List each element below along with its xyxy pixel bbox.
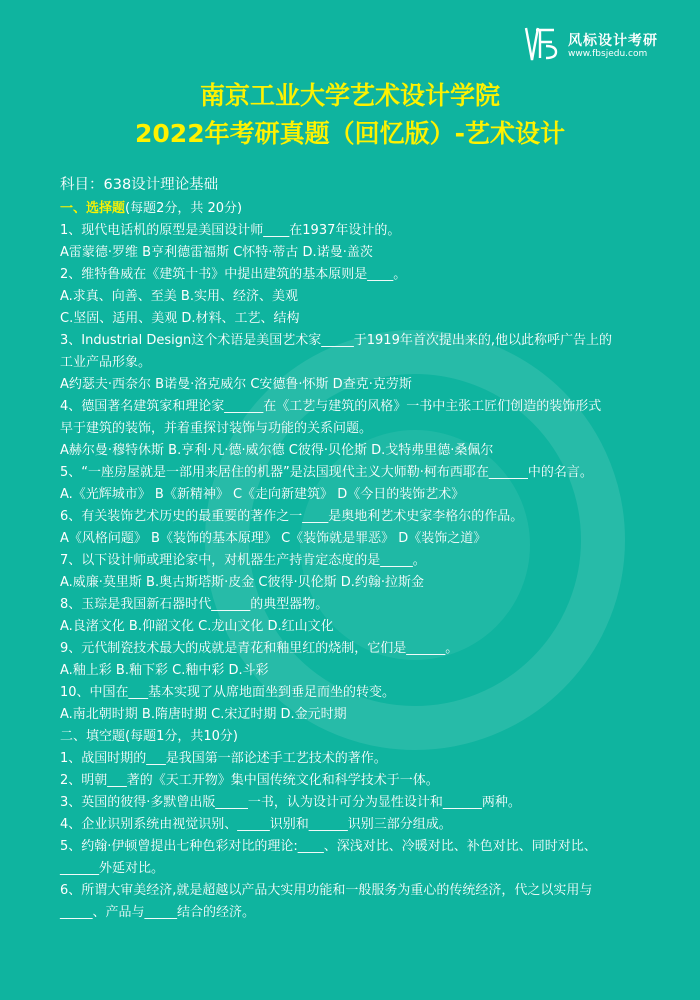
- question-line: 5、“一座房屋就是一部用来居住的机器”是法国现代主义大师勒·柯布西耶在______中的名言。: [60, 465, 593, 480]
- section1-heading-scoring: (每题2分，共 20分): [125, 201, 243, 216]
- page-title-line2: 2022年考研真题（回忆版）-艺术设计: [135, 119, 565, 148]
- fill-question-line: 6、所谓大审美经济,就是超越以产品大实用功能和一般服务为重心的传统经济，代之以实用与: [60, 883, 593, 898]
- question-line: 1、现代电话机的原型是美国设计师____在1937年设计的。: [60, 223, 401, 238]
- fill-question-line: 3、英国的彼得·多默曾出版_____一书，认为设计可分为显性设计和______两种。: [60, 795, 521, 810]
- fill-question-line: 1、战国时期的___是我国第一部论述手工艺技术的著作。: [60, 751, 387, 766]
- subject-line: 科目：638设计理论基础: [60, 177, 219, 193]
- fill-question-line: ______外延对比。: [60, 861, 165, 876]
- question-line: 早于建筑的装饰，并着重探讨装饰与功能的关系问题。: [60, 421, 373, 436]
- fill-question-line: 5、约翰·伊顿曾提出七种色彩对比的理论:____、深浅对比、冷暖对比、补色对比、同时对比、: [60, 839, 597, 854]
- section1-body: [60, 220, 680, 726]
- option-line: A.釉上彩 B.釉下彩 C.釉中彩 D.斗彩: [60, 663, 269, 678]
- option-line: A.威廉·莫里斯 B.奥古斯塔斯·皮金 C彼得·贝伦斯 D.约翰·拉斯金: [60, 575, 424, 590]
- option-line: A.求真、向善、至美 B.实用、经济、美观: [60, 289, 298, 304]
- question-line: 8、玉琮是我国新石器时代______的典型器物。: [60, 597, 329, 612]
- question-line: 9、元代制瓷技术最大的成就是青花和釉里红的烧制，它们是______。: [60, 641, 459, 656]
- question-line: 工业产品形象。: [60, 355, 152, 370]
- option-line: A.良渚文化 B.仰韶文化 C.龙山文化 D.红山文化: [60, 619, 334, 634]
- option-line: A.南北朝时期 B.隋唐时期 C.宋辽时期 D.金元时期: [60, 707, 347, 722]
- option-line: A《风格问题》 B《装饰的基本原理》 C《装饰就是罪恶》 D《装饰之道》: [60, 531, 487, 546]
- question-line: 3、Industrial Design这个术语是美国艺术家_____于1919年首次提出来的,他以此称呼广告上的: [60, 333, 612, 348]
- question-line: 7、以下设计师或理论家中，对机器生产持肯定态度的是_____。: [60, 553, 426, 568]
- question-line: 6、有关装饰艺术历史的最重要的著作之一____是奥地利艺术史家李格尔的作品。: [60, 509, 524, 524]
- logo-icon: [522, 24, 562, 64]
- option-line: A.《光辉城市》 B《新精神》 C《走向新建筑》 D《今日的装饰艺术》: [60, 487, 465, 502]
- option-line: A约瑟夫·西奈尔 B诺曼·洛克威尔 C安德鲁·怀斯 D查克·克劳斯: [60, 377, 412, 392]
- logo-url-text: www.fbsjedu.com: [568, 49, 648, 59]
- option-line: A雷蒙德·罗维 B亨利德雷福斯 C怀特·蒂古 D.诺曼·盖茨: [60, 245, 373, 260]
- brand-logo: [522, 22, 692, 66]
- section1-heading-highlight: 一、选择题: [60, 201, 126, 216]
- exam-content: [60, 172, 680, 924]
- section1-heading: [60, 198, 680, 220]
- section2-body: [60, 726, 680, 924]
- section2-heading: 二、填空题(每题1分，共10分): [60, 729, 238, 744]
- logo-brand-text: 风标设计考研: [568, 33, 658, 49]
- option-line: C.坚固、适用、美观 D.材料、工艺、结构: [60, 311, 300, 326]
- fill-question-line: 4、企业识别系统由视觉识别、_____识别和______识别三部分组成。: [60, 817, 452, 832]
- question-line: 4、德国著名建筑家和理论家______在《工艺与建筑的风格》一书中主张工匠们创造的装饰形式: [60, 399, 602, 414]
- fill-question-line: _____、产品与_____结合的经济。: [60, 905, 256, 920]
- fill-question-line: 2、明朝___著的《天工开物》集中国传统文化和科学技术于一体。: [60, 773, 439, 788]
- option-line: A赫尔曼·穆特休斯 B.亨利·凡·德·威尔德 C彼得·贝伦斯 D.戈特弗里德·桑佩尔: [60, 443, 494, 458]
- page-title-line1: 南京工业大学艺术设计学院: [199, 81, 500, 110]
- question-line: 10、中国在___基本实现了从席地面坐到垂足而坐的转变。: [60, 685, 396, 700]
- question-line: 2、维特鲁威在《建筑十书》中提出建筑的基本原则是____。: [60, 267, 407, 282]
